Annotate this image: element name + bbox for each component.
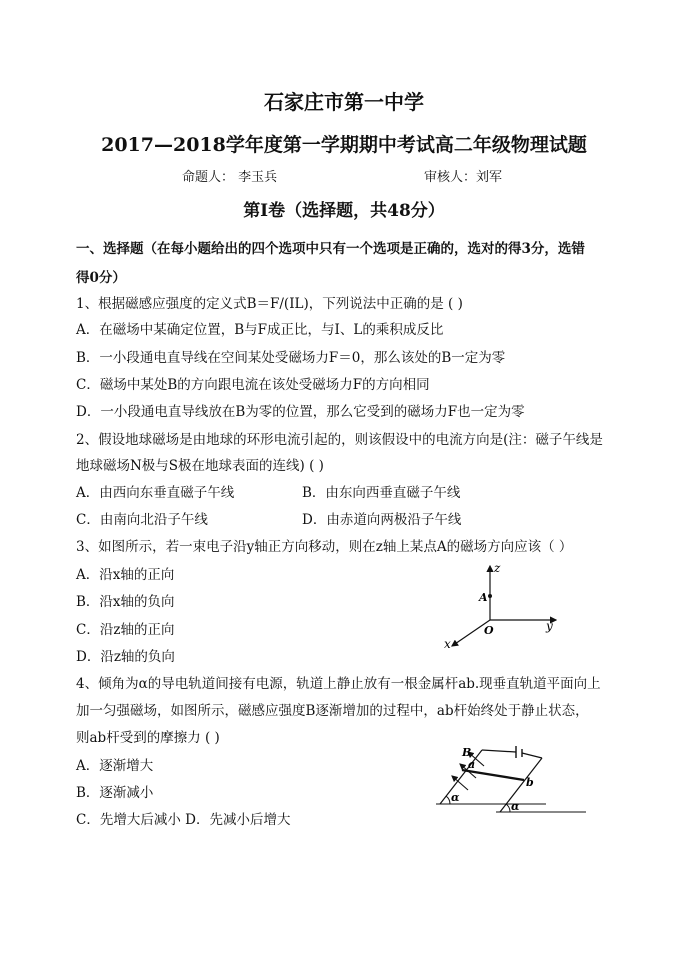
angle-label-left: α [451,791,460,804]
q4-option-a: A．逐渐增大 [76,758,154,774]
q2-option-a: A．由西向东垂直磁子午线 [76,485,235,501]
q2-option-d: D．由赤道向两极沿子午线 [302,512,462,528]
q2-option-b: B．由东向西垂直磁子午线 [302,485,461,501]
top-wire-left [482,750,516,752]
rod-end-a-label: a [468,758,476,771]
q1-option-b: B．一小段通电直导线在空间某处受磁场力F＝0，那么该处的B一定为零 [76,350,506,366]
school-name: 石家庄市第一中学 [264,90,424,114]
origin-label: O [484,624,494,637]
angle-arc-right [506,804,510,812]
q4-option-b: B．逐渐减小 [76,785,154,801]
author-line: 命题人： 李玉兵 [182,170,278,185]
q2-option-c: C．由南向北沿子午线 [76,512,208,528]
top-wire-right [522,753,542,758]
y-axis-label: y [546,619,553,633]
q1-option-c: C．磁场中某处B的方向跟电流在该处受磁场力F的方向相同 [76,377,430,393]
section-instructions-line-1: 一、选择题（在每小题给出的四个选项中只有一个选项是正确的，选对的得3分，选错 [76,241,585,257]
field-label: B [462,746,472,759]
q4-stem-line-1: 4、倾角为α的导电轨道间接有电源，轨道上静止放有一根金属杆ab.现垂直轨道平面向上 [76,676,601,692]
point-a-label: A [479,591,488,604]
q4-option-cd: C．先增大后减小 D．先减小后增大 [76,812,291,828]
exam-title: 2017—2018学年度第一学期期中考试高二年级物理试题 [101,134,587,156]
q1-stem: 1、根据磁感应强度的定义式B＝F/(IL)，下列说法中正确的是 ( ) [76,296,463,312]
q1-option-a: A．在磁场中某确定位置，B与F成正比，与I、L的乘积成反比 [76,322,444,338]
q3-option-d: D．沿z轴的负向 [76,649,175,665]
q4-stem-line-3: 则ab杆受到的摩擦力 ( ) [76,730,220,746]
angle-arc-left [446,796,450,804]
q3-option-a: A．沿x轴的正向 [76,567,175,583]
q4-incline-rail-figure [436,736,586,818]
q3-axes-figure [438,558,568,654]
q4-stem-line-2: 加一匀强磁场，如图所示，磁感应强度B逐渐增加的过程中，ab杆始终处于静止状态， [76,703,589,719]
q1-option-d: D．一小段通电直导线放在B为零的位置，那么它受到的磁场力F也一定为零 [76,404,525,420]
q2-stem-line-2: 地球磁场N极与S极在地球表面的连线) ( ) [76,458,324,474]
section-instructions-line-2: 得0分） [76,270,126,286]
q3-option-c: C．沿z轴的正向 [76,622,175,638]
z-axis-label: z [494,561,501,575]
q2-stem-line-1: 2、假设地球磁场是由地球的环形电流引起的，则该假设中的电流方向是(注：磁子午线是 [76,432,603,448]
angle-label-right: α [511,800,520,813]
q3-option-b: B．沿x轴的负向 [76,594,175,610]
volume-heading: 第Ⅰ卷（选择题，共48分） [243,201,445,221]
rod-end-b-label: b [526,776,534,789]
x-axis-label: x [444,637,451,651]
point-a-dot [488,594,492,598]
reviewer-line: 审核人：刘军 [424,170,503,185]
q3-stem: 3、如图所示，若一束电子沿y轴正方向移动，则在z轴上某点A的磁场方向应该（ ） [76,539,573,555]
metal-rod-ab [462,770,524,780]
